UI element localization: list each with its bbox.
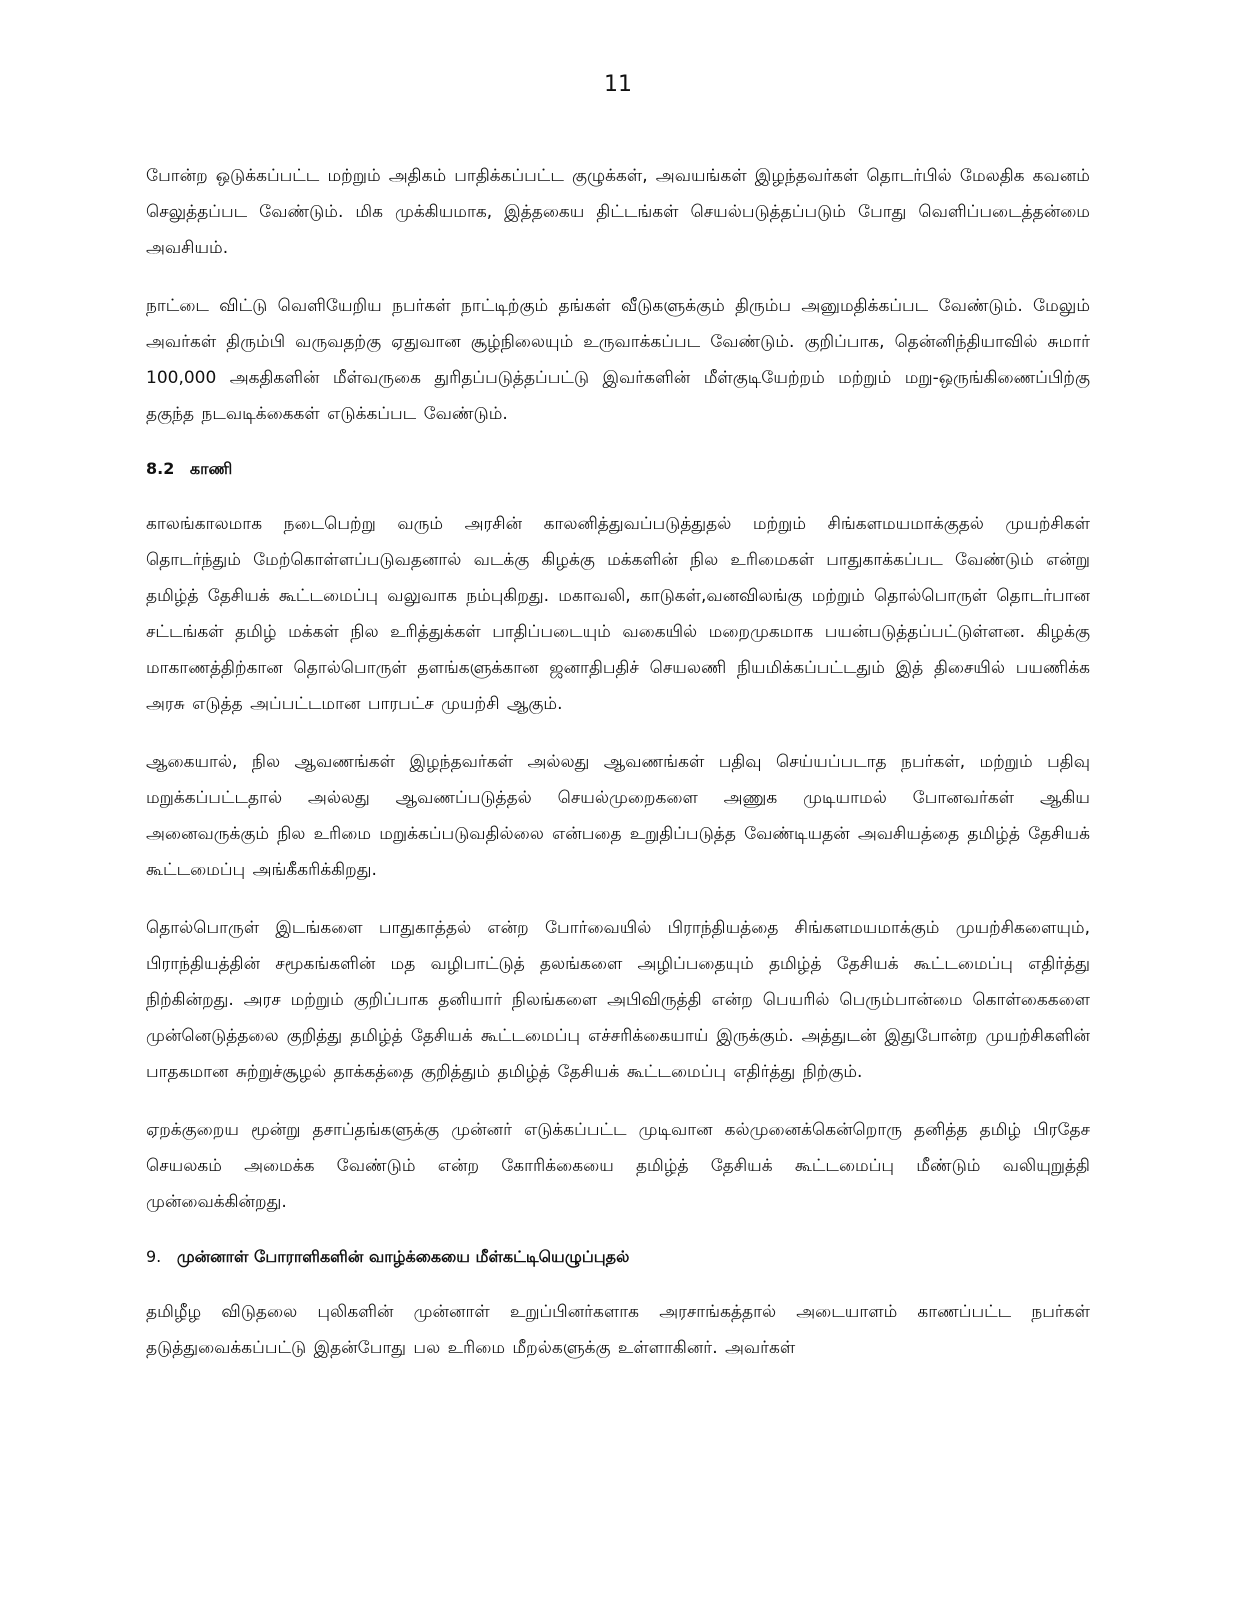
paragraph: ஆகையால், நில ஆவணங்கள் இழந்தவர்கள் அல்லது ஆவணங்கள் பதிவு செய்யப்படாத நபர்கள், மற்றும் பதிவு மறுக்கப்பட்டதால் அல்லது ஆவணப்படுத்தல் செயல்முறைகளை அணுக முடியாமல் போனவர்கள் ஆகிய அனைவருக்கும் நில உரிமை மறுக்கப்படுவதில்லை என்பதை உறுதிப்படுத்த வேண்டியதன் அவசியத்தை தமிழ்த் தேசியக் கூட்டமைப்பு அங்கீகரிக்கிறது. [146,752,1090,880]
paragraph: போன்ற ஒடுக்கப்பட்ட மற்றும் அதிகம் பாதிக்கப்பட்ட குழுக்கள், அவயங்கள் இழந்தவர்கள் தொடர்பில் மேலதிக கவனம் செலுத்தப்பட வேண்டும். மிக முக்கியமாக, இத்தகைய திட்டங்கள் செயல்படுத்தப்படும் போது வெளிப்படைத்தன்மை அவசியம். [146,166,1090,258]
section-heading-9 [146,1242,1090,1272]
section-title: முன்னாள் போராளிகளின் வாழ்க்கையை மீள்கட்டியெழுப்புதல் [176,1247,630,1266]
document-body [146,158,1090,1388]
section-number: 8.2 [146,459,175,478]
paragraph: காலங்காலமாக நடைபெற்று வரும் அரசின் காலனித்துவப்படுத்துதல் மற்றும் சிங்களமயமாக்குதல் முயற்சிகள் தொடர்ந்தும் மேற்கொள்ளப்படுவதனால் வடக்கு கிழக்கு மக்களின் நில உரிமைகள் பாதுகாக்கப்பட வேண்டும் என்று தமிழ்த் தேசியக் கூட்டமைப்பு வலுவாக நம்புகிறது. மகாவலி, காடுகள்,வனவிலங்கு மற்றும் தொல்பொருள் தொடர்பான சட்டங்கள் தமிழ் மக்கள் நில உரித்துக்கள் பாதிப்படையும் வகையில் மறைமுகமாக பயன்படுத்தப்பட்டுள்ளன. கிழக்கு மாகாணத்திற்கான தொல்பொருள் தளங்களுக்கான ஜனாதிபதிச் செயலணி நியமிக்கப்பட்டதும் இத் திசையில் பயணிக்க அரசு எடுத்த அப்பட்டமான பாரபட்ச முயற்சி ஆகும். [146,514,1090,714]
section-heading-8-2 [146,454,1090,484]
paragraph: ஏறக்குறைய மூன்று தசாப்தங்களுக்கு முன்னர் எடுக்கப்பட்ட முடிவான கல்முனைக்கென்றொரு தனித்த தமிழ் பிரதேச செயலகம் அமைக்க வேண்டும் என்ற கோரிக்கையை தமிழ்த் தேசியக் கூட்டமைப்பு மீண்டும் வலியுறுத்தி முன்வைக்கின்றது. [146,1120,1090,1212]
page-number: 11 [604,72,632,97]
paragraph: நாட்டை விட்டு வெளியேறிய நபர்கள் நாட்டிற்கும் தங்கள் வீடுகளுக்கும் திரும்ப அனுமதிக்கப்பட வேண்டும். மேலும் அவர்கள் திரும்பி வருவதற்கு ஏதுவான சூழ்நிலையும் உருவாக்கப்பட வேண்டும். குறிப்பாக, தென்னிந்தியாவில் சுமார் 100,000 அகதிகளின் மீள்வருகை துரிதப்படுத்தப்பட்டு இவர்களின் மீள்குடியேற்றம் மற்றும் மறு-ஒருங்கிணைப்பிற்கு தகுந்த நடவடிக்கைகள் எடுக்கப்பட வேண்டும். [146,296,1090,424]
paragraph: தமிழீழ விடுதலை புலிகளின் முன்னாள் உறுப்பினர்களாக அரசாங்கத்தால் அடையாளம் காணப்பட்ட நபர்கள் தடுத்துவைக்கப்பட்டு இதன்போது பல உரிமை மீறல்களுக்கு உள்ளாகினர். அவர்கள் [146,1302,1090,1358]
paragraph: தொல்பொருள் இடங்களை பாதுகாத்தல் என்ற போர்வையில் பிராந்தியத்தை சிங்களமயமாக்கும் முயற்சிகளையும், பிராந்தியத்தின் சமூகங்களின் மத வழிபாட்டுத் தலங்களை அழிப்பதையும் தமிழ்த் தேசியக் கூட்டமைப்பு எதிர்த்து நிற்கின்றது. அரச மற்றும் குறிப்பாக தனியார் நிலங்களை அபிவிருத்தி என்ற பெயரில் பெரும்பான்மை கொள்கைகளை முன்னெடுத்தலை குறித்து தமிழ்த் தேசியக் கூட்டமைப்பு எச்சரிக்கையாய் இருக்கும். அத்துடன் இதுபோன்ற முயற்சிகளின் பாதகமான சுற்றுச்சூழல் தாக்கத்தை குறித்தும் தமிழ்த் தேசியக் கூட்டமைப்பு எதிர்த்து நிற்கும். [146,918,1090,1082]
section-number: 9. [146,1247,162,1266]
section-title: காணி [189,459,233,478]
